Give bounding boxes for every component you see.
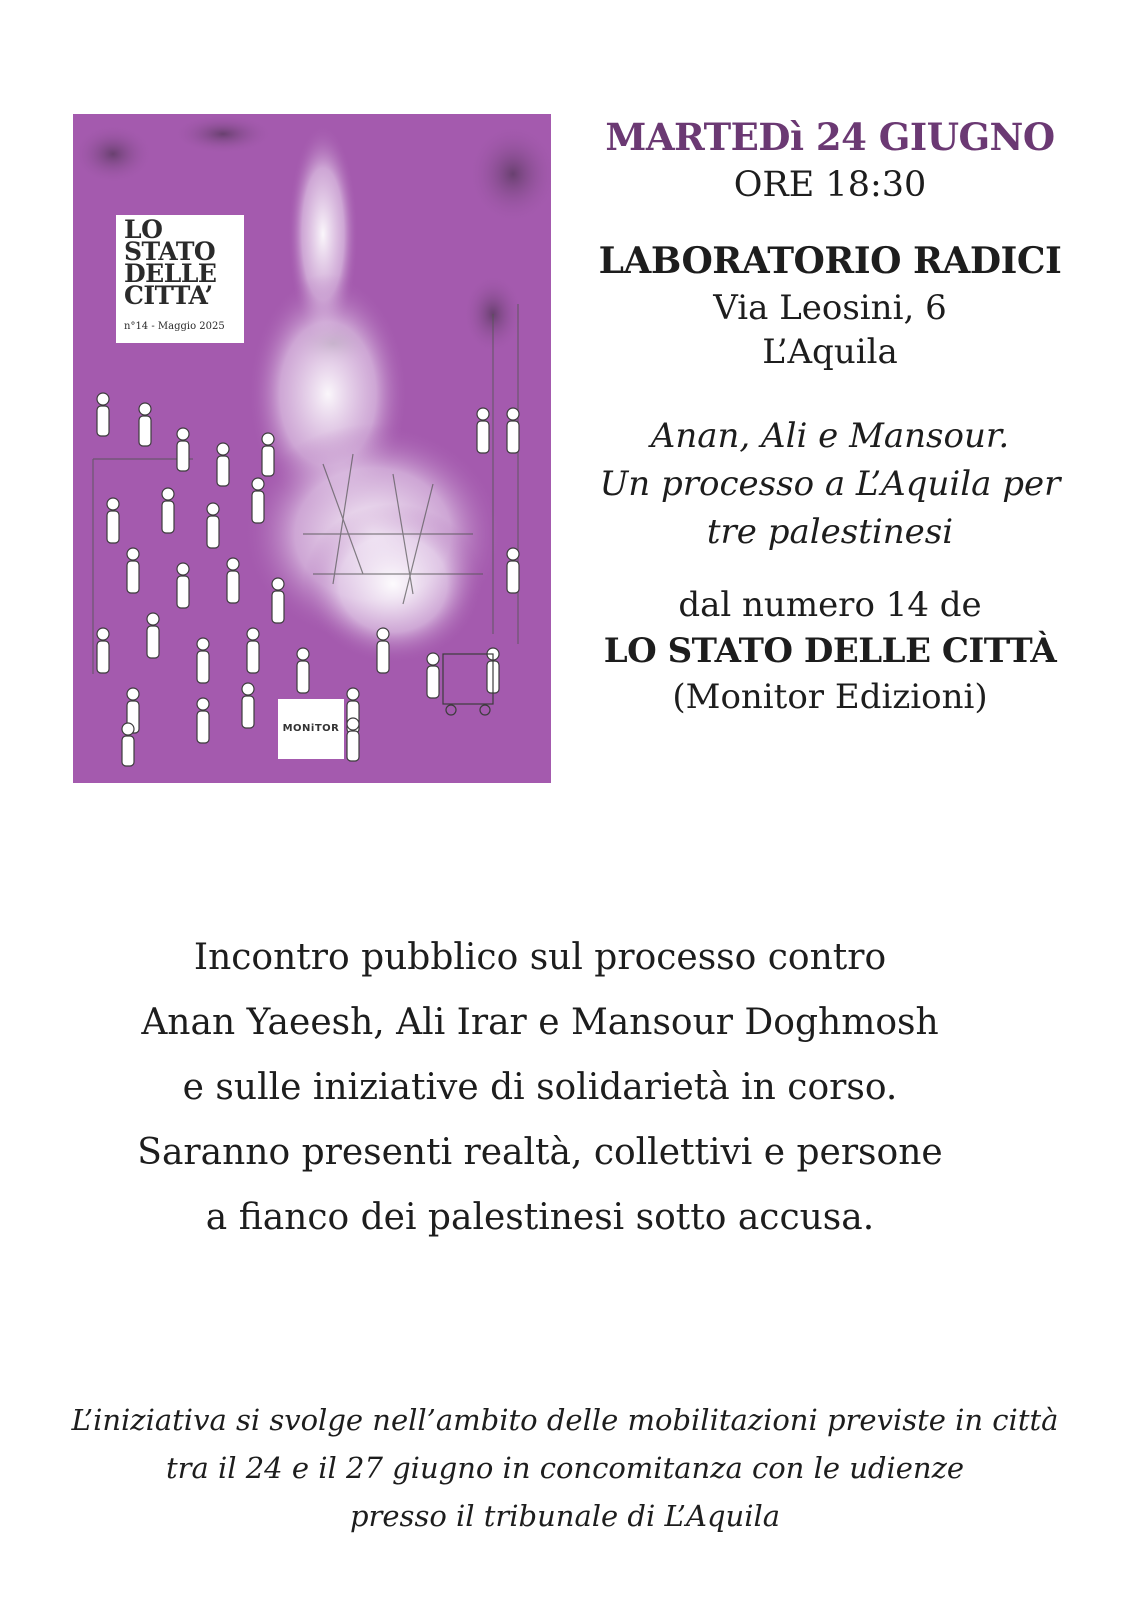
footer-line: presso il tribunale di L’Aquila <box>349 1499 781 1533</box>
event-title <box>565 412 1095 556</box>
footer-line: L’iniziativa si svolge nell’ambito delle mobilitazioni previste in città <box>71 1403 1059 1437</box>
event-description <box>60 925 1020 1250</box>
logo-line: DELLE <box>124 259 217 288</box>
publisher-name: (Monitor Edizioni) <box>672 677 988 717</box>
title-line: tre palestinesi <box>706 512 954 552</box>
title-line: Un processo a L’Aquila per <box>599 464 1061 504</box>
description-line: Anan Yaeesh, Ali Irar e Mansour Doghmosh <box>141 1002 939 1043</box>
title-line: Anan, Ali e Mansour. <box>650 416 1010 456</box>
description-line: Incontro pubblico sul processo contro <box>193 937 887 978</box>
logo-line: LO <box>124 215 163 244</box>
issue-intro: dal numero 14 de <box>678 585 982 625</box>
magazine-cover-image <box>73 114 551 783</box>
footer-line: tra il 24 e il 27 giugno in concomitanza con le udienze <box>165 1451 965 1485</box>
description-line: Saranno presenti realtà, collettivi e persone <box>137 1132 943 1173</box>
logo-line: CITTA’ <box>124 281 213 310</box>
footer-note <box>20 1396 1110 1540</box>
magazine-logo <box>116 215 244 343</box>
event-date: MARTEDì 24 GIUGNO <box>605 115 1055 159</box>
event-time: ORE 18:30 <box>733 165 927 205</box>
venue-name: LABORATORIO RADICI <box>598 240 1062 282</box>
logo-line: STATO <box>124 237 216 266</box>
publisher-logo: MONiTOR <box>278 699 344 759</box>
logo-issue-label: n°14 - Maggio 2025 <box>124 321 225 332</box>
description-line: a fianco dei palestinesi sotto accusa. <box>205 1197 875 1238</box>
issue-reference <box>565 582 1095 720</box>
magazine-name: LO STATO DELLE CITTÀ <box>603 631 1057 671</box>
venue-city: L’Aquila <box>762 332 898 372</box>
event-info <box>565 112 1095 720</box>
description-line: e sulle iniziative di solidarietà in corso. <box>182 1067 898 1108</box>
venue-address: Via Leosini, 6 <box>713 288 947 328</box>
